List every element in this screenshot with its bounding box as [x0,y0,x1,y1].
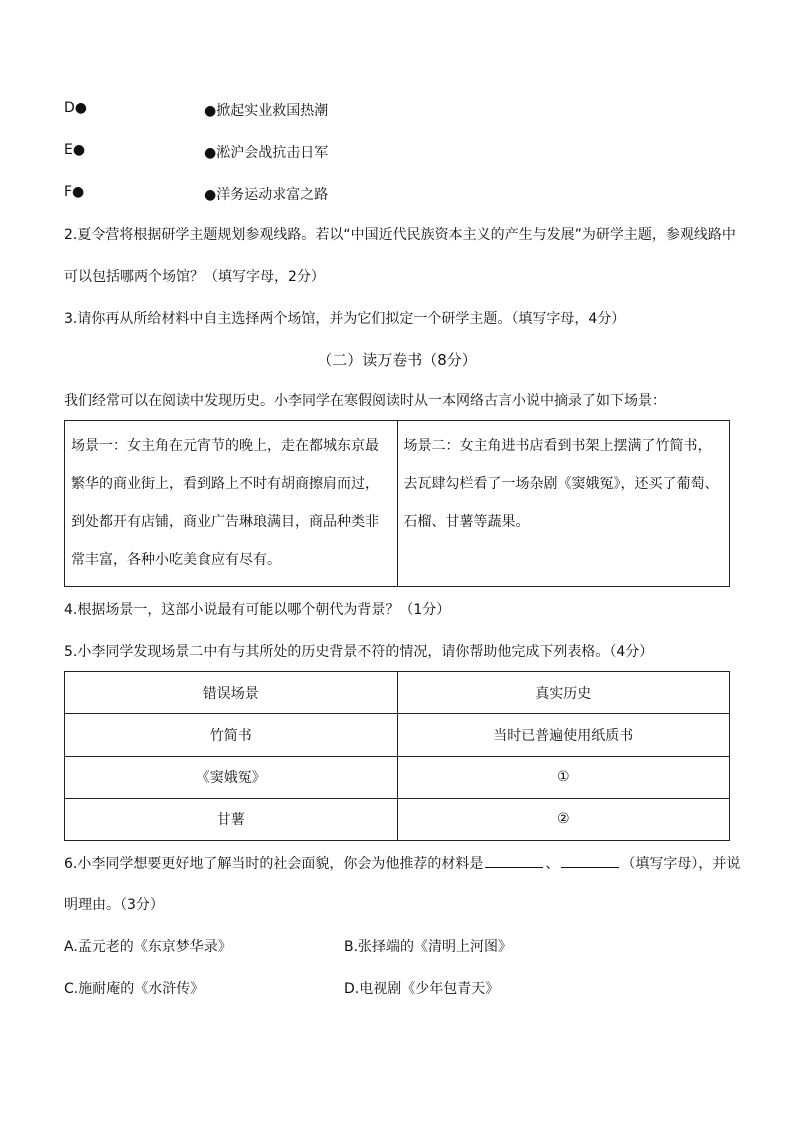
scene-two: 场景二：女主角进书店看到书架上摆满了竹简书，去瓦肆勾栏看了一场杂剧《窦娥冤》，还买了葡萄、石榴、甘薯等蔬果。 [397,421,730,587]
answer-blank-q6-b[interactable] [561,853,619,868]
table-cell: 竹简书 [65,714,398,756]
question-6-part1: 6.小李同学想要更好地了解当时的社会面貌，你会为他推荐的材料是 [64,856,484,872]
table-cell: 甘薯 [65,798,398,840]
match-right-1: ●掀起实业救国热潮 [204,103,329,119]
table-header-error: 错误场景 [65,672,398,714]
table-header-history: 真实历史 [397,672,730,714]
match-right-3: ●洋务运动求富之路 [204,187,329,203]
table-row [65,756,730,798]
answer-table [64,671,730,841]
question-3: 3.请你再从所给材料中自主选择两个场馆，并为它们拟定一个研学主题。（填写字母，4分） [64,311,626,327]
match-right-2: ●淞沪会战抗击日军 [204,145,329,161]
match-left-F: F● [64,184,85,200]
table-cell: 当时已普遍使用纸质书 [397,714,730,756]
table-row [65,714,730,756]
question-2-line1: 2.夏令营将根据研学主题规划参观线路。若以“中国近代民族资本主义的产生与发展”为研学主题，参观线路中 [64,227,736,243]
question-5: 5.小李同学发现场景二中有与其所处的历史背景不符的情况，请你帮助他完成下列表格。（4分） [64,644,654,660]
option-d: D.电视剧《少年包青天》 [344,981,500,997]
question-2-line2: 可以包括哪两个场馆？（填写字母，2分） [64,269,325,285]
table-cell: 《窦娥冤》 [65,756,398,798]
answer-blank-q6-a[interactable] [485,853,543,868]
question-4: 4.根据场景一，这部小说最有可能以哪个朝代为背景？（1分） [64,602,451,618]
answer-blank-2[interactable]: ② [397,798,730,840]
question-6-part2: （填写字母），并说 [621,856,741,872]
option-b: B.张择端的《清明上河图》 [344,939,513,955]
reading-intro: 我们经常可以在阅读中发现历史。小李同学在寒假阅读时从一本网络古言小说中摘录了如下场景： [64,393,666,409]
table-row [65,798,730,840]
option-a: A.孟元老的《东京梦华录》 [64,939,232,955]
table-header-row [65,672,730,714]
answer-blank-1[interactable]: ① [397,756,730,798]
section-title: （二）读万卷书（8分） [317,351,477,369]
question-6-line2: 明理由。（3分） [64,897,164,913]
match-left-D: D● [64,100,87,116]
scene-one: 场景一：女主角在元宵节的晚上，走在都城东京最繁华的商业街上，看到路上不时有胡商擦肩而过，到处都开有店铺，商业广告琳琅满目，商品种类非常丰富，各种小吃美食应有尽有。 [65,421,398,587]
scenes-table [64,420,730,587]
question-6-line1 [64,853,740,874]
match-left-E: E● [64,142,86,158]
question-6-sep: 、 [545,856,560,872]
option-c: C.施耐庵的《水浒传》 [64,981,205,997]
